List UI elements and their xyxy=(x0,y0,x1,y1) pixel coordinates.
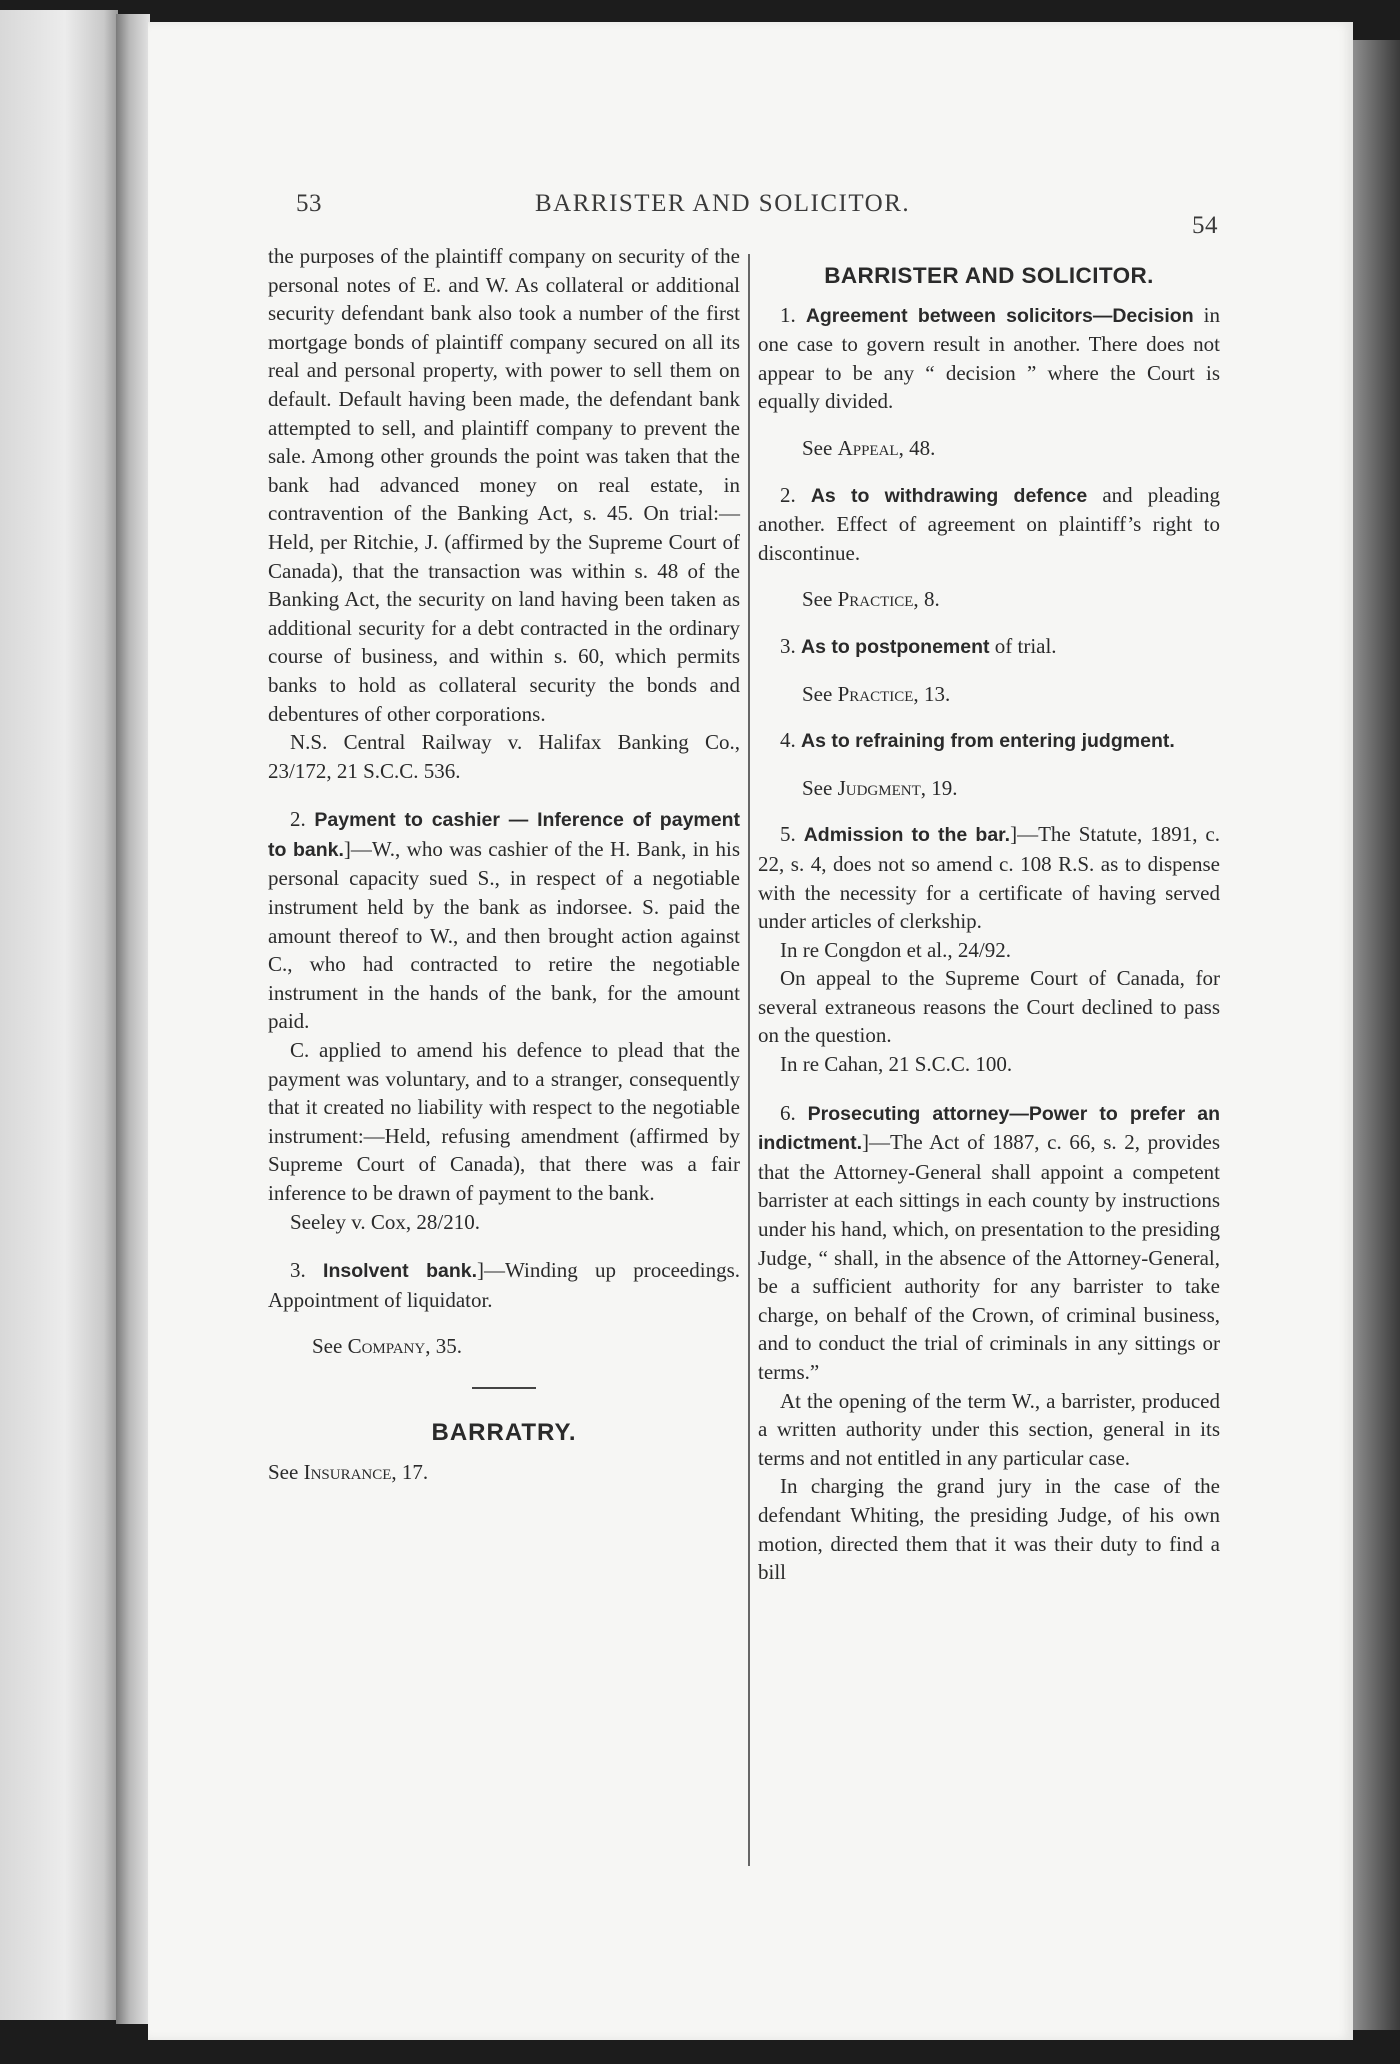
cross-reference xyxy=(268,1332,740,1361)
entry-text: ]—W., who was cashier of the H. Bank, in his personal capacity sued S., in respect of a negotiable instrument held by the bank as indorsee. S. paid the amount thereof to W., and then brought action against C., who had contracted to retire the negotiable instrument in the hands of the bank, for the amount paid. xyxy=(268,836,740,1034)
see-ref: Practice, xyxy=(837,681,919,706)
see-num: 35. xyxy=(435,1334,462,1359)
continuation-paragraph: the purposes of the plaintiff company on security of the personal notes of E. and W. As collateral or additional security defendant bank also took a number of the first mortgage bonds of plaintiff company secured on all its real and personal property, with power to sell them on default. Default having been made, the defendant bank attempted to sell, and plaintiff company to prevent the sale. Among other grounds the point was taken that the bank had advanced money on real estate, in contravention of the Banking Act, s. 45. On trial:—Held, per Ritchie, J. (affirmed by the Supreme Court of Canada), that the transaction was within s. 48 of the Banking Act, the security on land having been taken as additional security for a debt contracted in the ordinary course of business, and within s. 60, which permits banks to hold as collateral security the bonds and debentures of other corporations. xyxy=(268,244,740,726)
entry-text: ]—The Statute, 1891, c. 22, s. 4, does not so amend c. 108 R.S. as to dispense with the necessity for a certificate of having served under articles of clerkship. xyxy=(758,822,1220,934)
entry-text: of trial. xyxy=(994,633,1057,658)
see-prefix: See xyxy=(802,775,833,800)
citation: In re Cahan, 21 S.C.C. 100. xyxy=(780,1052,1013,1077)
entry-heading: As to withdrawing defence xyxy=(810,484,1088,507)
entry-postponement xyxy=(758,632,1220,662)
see-num: 13. xyxy=(923,681,951,706)
entry-withdrawing-defence xyxy=(758,481,1220,568)
section-heading-barratry: BARRATRY. xyxy=(431,1418,577,1446)
see-prefix: See xyxy=(268,1459,299,1484)
entry-number: 5. xyxy=(780,822,796,847)
see-num: 8. xyxy=(923,587,940,612)
entry-text: and pleading another. Effect of agreement on plaintiff’s right to discontinue. xyxy=(758,482,1221,565)
cross-reference xyxy=(758,680,1220,709)
entry-number: 3. xyxy=(780,633,796,658)
entry-agreement xyxy=(758,301,1220,416)
entry-number: 3. xyxy=(290,1258,306,1283)
entry-text: in one case to govern result in another. There does not appear to be any “ decision ” where the Court is equally divided. xyxy=(758,302,1221,414)
entry-heading: As to refraining from entering judgment. xyxy=(801,730,1175,753)
entry-heading: Admission to the bar. xyxy=(803,824,1011,847)
left-page-number: 53 xyxy=(296,190,322,217)
page-edge-shadow xyxy=(1353,40,1400,2030)
cross-reference xyxy=(758,434,1220,463)
entry-paragraph: C. applied to amend his defence to plead that the payment was voluntary, and to a stranger, consequently that it created no liability with respect to the negotiable instrument:—Held, refusing amendment (affirmed by Supreme Court of Canada), that there was a fair inference to be drawn of payment to the bank. xyxy=(268,1038,740,1205)
citation: N.S. Central Railway v. Halifax Banking Co., 23/172, 21 S.C.C. 536. xyxy=(268,730,740,783)
left-column xyxy=(268,242,740,1486)
cross-reference xyxy=(268,1458,740,1487)
entry-heading: As to postponement xyxy=(801,635,990,658)
right-column xyxy=(758,262,1220,1587)
entry-prosecuting-attorney xyxy=(758,1099,1220,1387)
see-ref: Company, xyxy=(347,1334,431,1359)
see-ref: Appeal, xyxy=(837,435,904,460)
entry-insolvent-bank xyxy=(268,1256,740,1314)
see-prefix: See xyxy=(802,681,833,706)
entry-number: 1. xyxy=(780,302,796,327)
section-rule xyxy=(472,1387,536,1389)
entry-number: 4. xyxy=(780,728,796,753)
section-heading: BARRISTER AND SOLICITOR. xyxy=(824,263,1154,288)
cross-reference xyxy=(758,774,1220,803)
entry-paragraph: At the opening of the term W., a barrister, produced a written authority under this section, general in its terms and not entitled in any particular case. xyxy=(758,1388,1220,1470)
entry-admission-to-bar xyxy=(758,820,1220,935)
entry-heading: Payment to cashier — Inference of payment to bank. xyxy=(268,809,740,861)
see-ref: Insurance, xyxy=(303,1459,397,1484)
see-ref: Practice, xyxy=(837,587,919,612)
facing-page-edge xyxy=(0,10,118,2020)
entry-number: 2. xyxy=(290,807,306,832)
see-prefix: See xyxy=(802,435,833,460)
citation: Seeley v. Cox, 28/210. xyxy=(290,1209,480,1234)
entry-heading: Agreement between solicitors—Decision xyxy=(805,304,1194,327)
entry-heading: Insolvent bank. xyxy=(323,1260,478,1283)
see-prefix: See xyxy=(802,587,833,612)
entry-number: 2. xyxy=(780,482,796,507)
see-num: 48. xyxy=(909,435,936,460)
see-num: 17. xyxy=(401,1459,429,1484)
book-spine xyxy=(116,14,150,2024)
see-ref: Judgment, xyxy=(837,775,926,800)
entry-paragraph: On appeal to the Supreme Court of Canada, for several extraneous reasons the Court declined to pass on the question. xyxy=(758,966,1220,1048)
entry-text: ]—The Act of 1887, c. 66, s. 2, provides that the Attorney-General shall appoint a competent barrister at each sittings in each county by instructions under his hand, which, on presentation to the presiding Judge, “ shall, in the absence of the Attorney-General, be a sufficient authority for any barrister to take charge, on behalf of the Crown, of criminal business, and to conduct the trial of criminals in any sittings or terms.” xyxy=(758,1130,1220,1384)
entry-paragraph: In charging the grand jury in the case of the defendant Whiting, the presiding Judge, of his own motion, directed them that it was their duty to find a bill xyxy=(758,1474,1220,1585)
entry-refraining-judgment xyxy=(758,726,1220,756)
citation: In re Congdon et al., 24/92. xyxy=(780,937,1011,962)
entry-number: 6. xyxy=(780,1100,796,1125)
cross-reference xyxy=(758,585,1220,614)
entry-heading: Prosecuting attorney—Power to prefer an indictment. xyxy=(758,1102,1221,1155)
column-divider xyxy=(748,254,750,1866)
see-num: 19. xyxy=(931,775,958,800)
entry-payment-to-cashier xyxy=(268,805,740,1036)
right-page-number: 54 xyxy=(1192,212,1218,239)
entry-text: ]—Winding up proceedings. Appointment of liquidator. xyxy=(268,1258,740,1312)
see-prefix: See xyxy=(312,1334,343,1359)
running-title: BARRISTER AND SOLICITOR. xyxy=(535,190,911,217)
